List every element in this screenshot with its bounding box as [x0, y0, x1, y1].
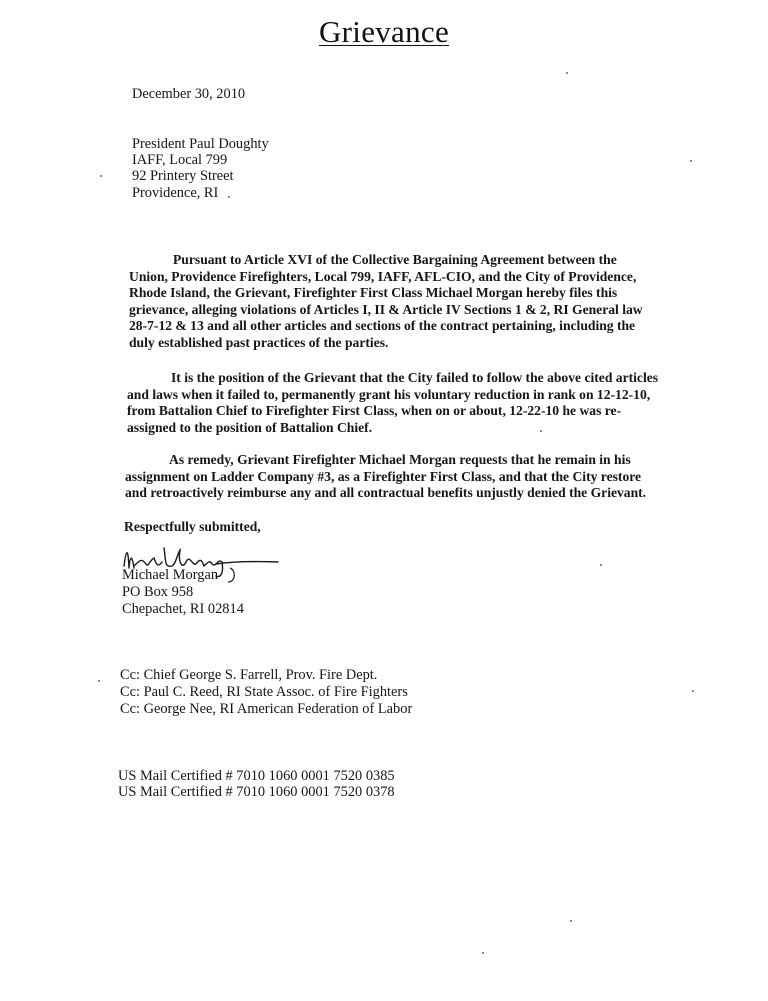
scan-speck: [100, 175, 102, 177]
closing: Respectfully submitted,: [124, 519, 261, 534]
letter-date: December 30, 2010: [132, 86, 246, 102]
mail-line: US Mail Certified # 7010 1060 0001 7520 0385: [118, 768, 395, 784]
scan-speck: [98, 680, 100, 682]
recipient-city: Providence, RI: [132, 185, 219, 201]
recipient-street: 92 Printery Street: [132, 168, 234, 184]
scan-speck: [482, 952, 484, 954]
scan-speck: [600, 564, 602, 566]
recipient-org: IAFF, Local 799: [132, 152, 228, 168]
scan-speck: [540, 430, 542, 432]
mail-line: US Mail Certified # 7010 1060 0001 7520 0378: [118, 784, 395, 800]
scan-speck: [566, 72, 568, 74]
sender-city: Chepachet, RI 02814: [122, 601, 244, 617]
paragraph-3: As remedy, Grievant Firefighter Michael Morgan requests that he remain in his assignment on Ladder Company #3, as a Firefighter First Class, and that the City restore and retroactively reimburse any and all contractual benefits unjustly denied the Grievant.: [125, 452, 647, 501]
scan-speck: [570, 920, 572, 922]
cc-line: Cc: Paul C. Reed, RI State Assoc. of Fire Fighters: [120, 684, 408, 700]
scan-speck: [228, 196, 230, 198]
sender-name: Michael Morgan: [122, 567, 219, 583]
cc-line: Cc: George Nee, RI American Federation of Labor: [120, 701, 413, 717]
sender-po-box: PO Box 958: [122, 584, 194, 600]
paragraph-2: It is the position of the Grievant that the City failed to follow the above cited articles and laws when it failed to, permanently grant his voluntary reduction in rank on 12-12-10, from Battalion Chief to Firefighter First Class, when on or about, 12-22-10 he was re-assigned to the position of Battalion Chief.: [127, 370, 659, 435]
scan-speck: [692, 690, 694, 692]
paragraph-1: Pursuant to Article XVI of the Collective Bargaining Agreement between the Union, Providence Firefighters, Local 799, IAFF, AFL-CIO, and the City of Providence, Rhode Island, the Grievant, Firefighter First Class Michael Morgan hereby files this grievance, alleging violations of Articles I, II & Article IV Sections 1 & 2, RI General law 28-7-12 & 13 and all other articles and sections of the contract pertaining, including the duly established past practices of the parties.: [129, 252, 643, 350]
document-title: Grievance: [318, 14, 450, 49]
scan-speck: [690, 160, 692, 162]
cc-line: Cc: Chief George S. Farrell, Prov. Fire Dept.: [120, 667, 378, 683]
recipient-name: President Paul Doughty: [132, 136, 269, 152]
